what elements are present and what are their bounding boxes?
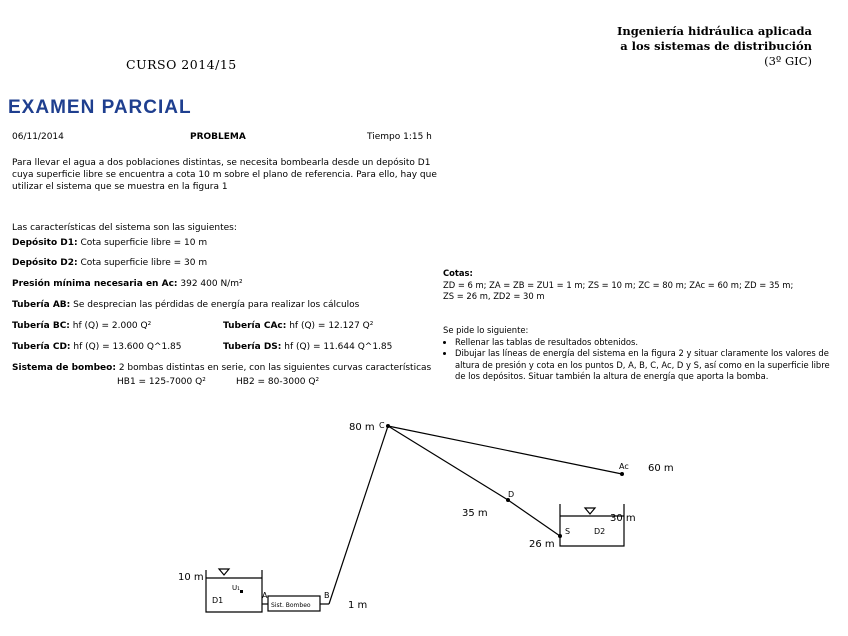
cotas-line2: ZS = 26 m, ZD2 = 30 m [443,291,545,301]
cotas-line1: ZD = 6 m; ZA = ZB = ZU1 = 1 m; ZS = 10 m; ZC = 80 m; ZAc = 60 m; ZD = 35 m; [443,279,794,290]
exam-title: EXAMEN PARCIAL [8,97,192,118]
characteristics-heading: Las características del sistema son las siguientes: [12,223,237,233]
c-label: C [379,421,385,430]
b-elevation: 1 m [348,600,368,611]
pipe-cac-text: hf (Q) = 12.127 Q² [289,321,374,331]
s-elevation: 26 m [529,539,555,550]
pipe-ds-label: Tubería DS: [223,342,282,352]
d1-elevation: 10 m [178,572,204,583]
course-name-line3: (3º GIC) [764,54,812,68]
exam-time: Tiempo 1:15 h [367,132,432,142]
pipe-cd [388,426,508,500]
pump-box-label: Sist. Bombeo [271,602,311,609]
exam-date: 06/11/2014 [12,132,64,142]
pipe-ab-text: Se desprecian las pérdidas de energía para realizar los cálculos [73,300,360,310]
pipe-ds-text: hf (Q) = 11.644 Q^1.85 [284,342,393,352]
pipe-ab-label: Tubería AB: [12,300,71,310]
water-level-d2-icon [585,508,595,514]
pipe-cac-label: Tubería CAc: [223,321,287,331]
requirement-item: • Rellenar las tablas de resultados obtenidos. [455,337,838,349]
deposit-d1-label: Depósito D1: [12,238,78,248]
pipe-ds [508,500,560,536]
b-label: B [324,591,330,600]
pipe-bc-label: Tubería BC: [12,321,70,331]
section-title: PROBLEMA [190,132,246,142]
node-s [558,534,562,538]
tank-d2 [560,504,624,546]
deposit-d2-label: Depósito D2: [12,258,78,268]
pipe-bc [329,426,388,604]
academic-year: CURSO 2014/15 [126,57,237,72]
d1-label: D1 [212,596,224,605]
pump-system-text: 2 bombas distintas en serie, con las siguientes curvas características [118,363,432,373]
ac-elevation: 60 m [648,463,674,474]
d2-label: D2 [594,527,606,536]
pipe-cac [388,426,622,474]
pump-curve-1: HB1 = 125-7000 Q² [117,377,206,387]
d-label: D [508,490,515,499]
pipe-cd-label: Tubería CD: [12,342,71,352]
s-label: S [565,527,571,536]
pump-curve-2: HB2 = 80-3000 Q² [236,377,320,387]
intro-paragraph: Para llevar el agua a dos poblaciones distintas, se necesita bombearla desde un depósito D1 cuya superficie libre se encuentra a cota 10 m sobre el plano de referencia. Para ello, hay que utilizar el sistema que se muestra en la figura 1 [12,158,437,192]
deposit-d1-text: Cota superficie libre = 10 m [80,238,208,248]
water-level-d1-icon [219,569,229,575]
course-name-line1: Ingeniería hidráulica aplicada [616,24,812,38]
node-ac [620,472,624,476]
node-u1 [240,590,243,593]
requirements-heading: Se pide lo siguiente: [443,325,529,335]
c-elevation: 80 m [349,422,375,433]
pressure-text: 392 400 N/m² [180,279,243,289]
u1-label: U₁ [232,584,240,592]
course-name-line2: a los sistemas de distribución [620,39,812,53]
pressure-label: Presión mínima necesaria en Ac: [12,279,178,289]
d-elevation: 35 m [462,508,488,519]
pump-system-label: Sistema de bombeo: [12,363,116,373]
deposit-d2-text: Cota superficie libre = 30 m [80,258,208,268]
node-c [386,424,390,428]
pipe-cd-text: hf (Q) = 13.600 Q^1.85 [73,342,182,352]
a-label: A [262,591,268,600]
ac-label: Ac [619,462,629,471]
pipe-bc-text: hf (Q) = 2.000 Q² [72,321,152,331]
requirement-item: • Dibujar las líneas de energía del sistema en la figura 2 y situar claramente los valores de altura de presión y cota en los puntos D, A, B, C, Ac, D y S, así como en la superficie libre de los depósitos. Situar también la altura de energía que aporta la bomba. [455,348,838,383]
cotas-heading: Cotas: [443,268,473,278]
d2-elevation: 30 m [610,513,636,524]
